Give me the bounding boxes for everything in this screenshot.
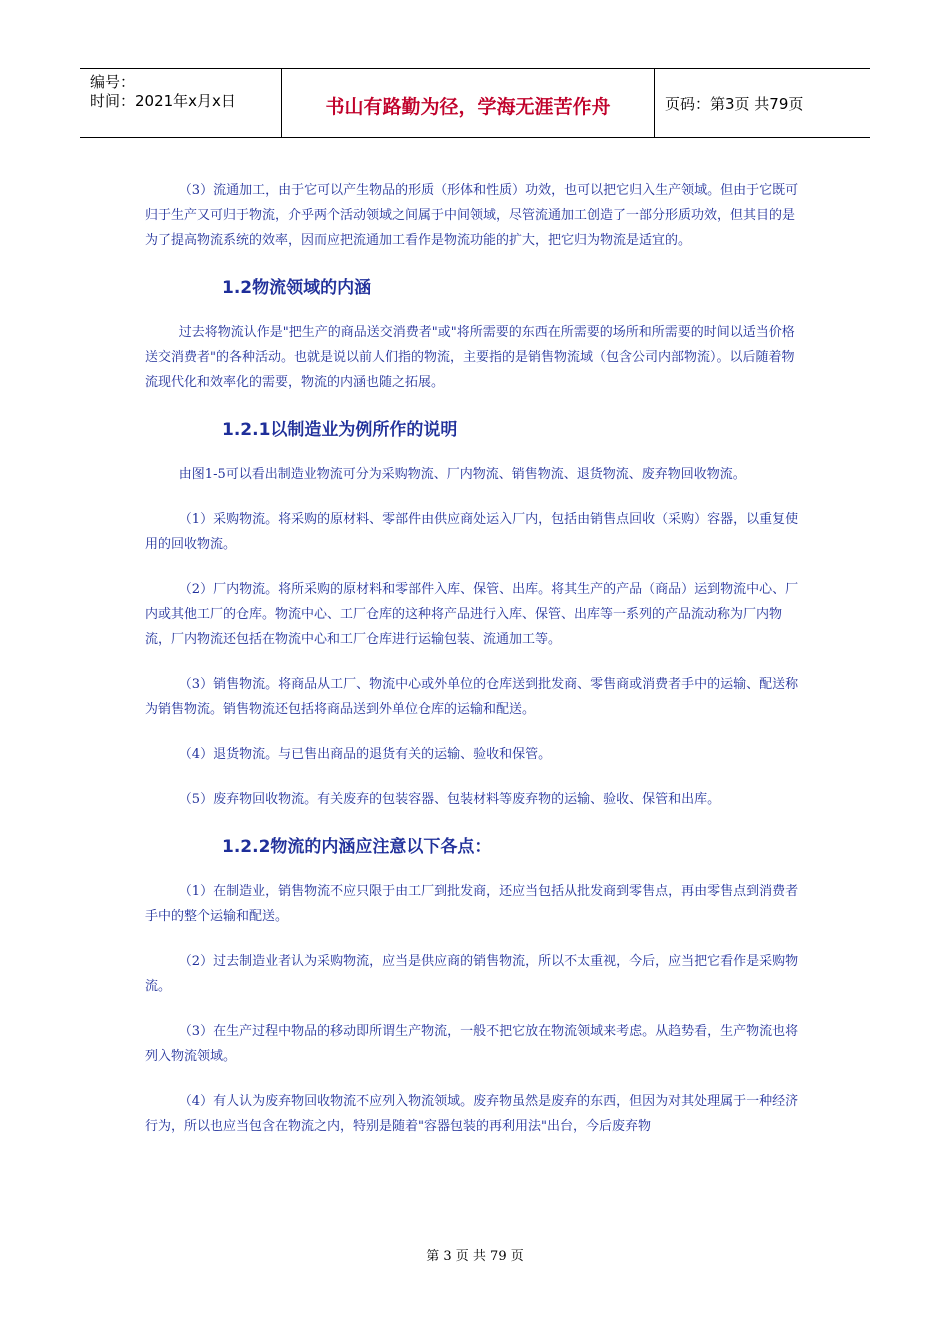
paragraph: （1）采购物流。将采购的原材料、零部件由供应商处运入厂内，包括由销售点回收（采购）容器，以重复使用的回收物流。: [145, 512, 799, 552]
paragraph: （4）退货物流。与已售出商品的退货有关的运输、验收和保管。: [178, 747, 552, 762]
paragraph: （2）过去制造业者认为采购物流，应当是供应商的销售物流，所以不太重视，今后，应当把它看作是采购物流。: [145, 954, 799, 994]
time-label: 时间：2021年x月x日: [90, 92, 236, 110]
document-body: [145, 178, 805, 1159]
page-footer: 第 3 页 共 79 页: [426, 1249, 524, 1264]
page-header: [80, 68, 870, 138]
paragraph: （3）流通加工，由于它可以产生物品的形质（形体和性质）功效，也可以把它归入生产领域。但由于它既可归于生产又可归于物流，介乎两个活动领域之间属于中间领域，尽管流通加工创造了一部分形质功效，但其目的是为了提高物流系统的效率，因而应把流通加工看作是物流功能的扩大，把它归为物流是适宜的。: [145, 183, 799, 248]
number-label: 编号：: [90, 73, 136, 91]
motto: 书山有路勤为径，学海无涯苦作舟: [325, 96, 611, 118]
paragraph: （1）在制造业，销售物流不应只限于由工厂到批发商，还应当包括从批发商到零售点，再由零售点到消费者手中的整个运输和配送。: [145, 884, 799, 924]
paragraph: （2）厂内物流。将所采购的原材料和零部件入库、保管、出库。将其生产的产品（商品）运到物流中心、厂内或其他工厂的仓库。物流中心、工厂仓库的这种将产品进行入库、保管、出库等一系列的产品流动称为厂内物流，厂内物流还包括在物流中心和工厂仓库进行运输包装、流通加工等。: [145, 582, 799, 647]
header-motto-cell: [282, 69, 655, 137]
header-meta-cell: [80, 69, 282, 137]
paragraph: （4）有人认为废弃物回收物流不应列入物流领域。废弃物虽然是废弃的东西，但因为对其处理属于一种经济行为，所以也应当包含在物流之内，特别是随着"容器包装的再利用法"出台，今后废弃物: [145, 1094, 799, 1134]
page-info: 页码：第3页 共79页: [665, 95, 804, 113]
paragraph: （3）销售物流。将商品从工厂、物流中心或外单位的仓库送到批发商、零售商或消费者手中的运输、配送称为销售物流。销售物流还包括将商品送到外单位仓库的运输和配送。: [145, 677, 799, 717]
paragraph: 过去将物流认作是"把生产的商品送交消费者"或"将所需要的东西在所需要的场所和所需要的时间以适当价格送交消费者"的各种活动。也就是说以前人们指的物流，主要指的是销售物流域（包含公司内部物流）。以后随着物流现代化和效率化的需要，物流的内涵也随之拓展。: [145, 325, 795, 390]
section-heading: 1.2.1以制造业为例所作的说明: [222, 420, 458, 440]
paragraph: 由图1-5可以看出制造业物流可分为采购物流、厂内物流、销售物流、退货物流、废弃物回收物流。: [178, 467, 746, 482]
paragraph: （5）废弃物回收物流。有关废弃的包装容器、包装材料等废弃物的运输、验收、保管和出库。: [178, 792, 721, 807]
section-heading: 1.2物流领域的内涵: [222, 278, 372, 298]
paragraph: （3）在生产过程中物品的移动即所谓生产物流，一般不把它放在物流领域来考虑。从趋势看，生产物流也将列入物流领域。: [145, 1024, 799, 1064]
header-page-cell: [655, 69, 870, 137]
section-heading: 1.2.2物流的内涵应注意以下各点：: [222, 837, 492, 857]
